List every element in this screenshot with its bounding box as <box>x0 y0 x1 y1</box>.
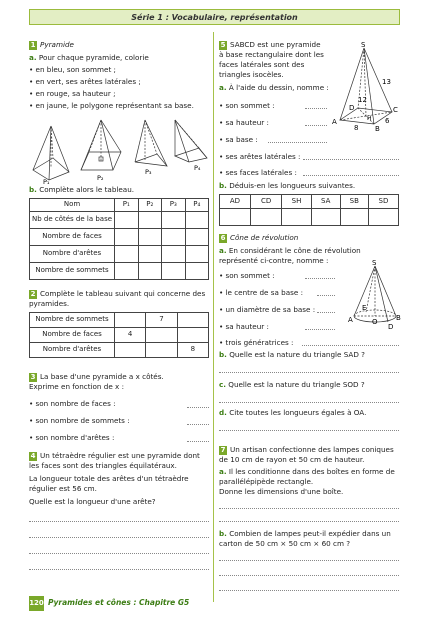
ex5-cell[interactable] <box>311 209 340 226</box>
ex2-row-label: Nombre de faces <box>30 328 115 343</box>
fig5-label-b: B <box>375 125 380 132</box>
ex2-text-1: 2 Complète le tableau suivant qui concerne des <box>30 289 206 298</box>
ex1-th-nom: Nom <box>30 199 115 212</box>
ex2-cell[interactable] <box>115 313 146 328</box>
ex5-th-sh: SH <box>282 195 312 209</box>
fig5-len-8: 8 <box>354 124 359 132</box>
ex1-th-p1: P₁ <box>115 199 139 212</box>
ex6-number: 6 <box>220 233 226 242</box>
ex1-th-p3: P₃ <box>162 199 186 212</box>
ex1-table <box>29 198 209 280</box>
ex1-b: b. Complète alors le tableau. <box>29 185 135 194</box>
ex5-text-4: triangles isocèles. <box>219 70 284 79</box>
ex5-cell[interactable] <box>340 209 368 226</box>
ex2-table <box>29 312 209 358</box>
ex6-heading: 6 Cône de révolution <box>220 233 299 242</box>
ex1-cell[interactable] <box>185 246 209 263</box>
ex1-heading <box>29 40 74 50</box>
answer-line[interactable] <box>219 560 399 561</box>
ex1-cell[interactable] <box>115 212 139 229</box>
ex1-cell[interactable] <box>138 229 162 246</box>
ex6-a-1: a. En considérant le cône de révolution <box>219 246 361 255</box>
answer-line[interactable] <box>29 521 209 522</box>
ex5-th-sb: SB <box>340 195 368 209</box>
ex6-line-3: • un diamètre de sa base : <box>219 305 316 314</box>
ex5-line-2: • sa hauteur : <box>219 118 269 127</box>
answer-line[interactable] <box>219 508 399 509</box>
fig5-label-a: A <box>332 118 337 126</box>
ex5-cell[interactable] <box>368 209 398 226</box>
ex5-number: 5 <box>220 40 226 49</box>
ex1-th-p4: P₄ <box>185 199 209 212</box>
ex6-a-2: représenté ci-contre, nomme : <box>219 256 329 265</box>
ex1-a: a. Pour chaque pyramide, colorie <box>29 53 149 62</box>
pyramid-label-p3: P₃ <box>145 168 152 176</box>
pyramids-figure <box>29 112 209 184</box>
ex1-cell[interactable] <box>138 263 162 280</box>
ex3-text-1: 3 La base d'une pyramide a x côtés. <box>30 372 164 381</box>
answer-line[interactable] <box>187 407 209 408</box>
answer-line[interactable] <box>305 329 335 330</box>
answer-line[interactable] <box>305 278 335 279</box>
answer-line[interactable] <box>219 430 399 431</box>
fig5-label-h: H <box>367 115 372 122</box>
ex4-text-3: La longueur totale des arêtes d'un tétraèdre <box>29 474 189 483</box>
ex1-row-label: Nb de côtés de la base <box>30 212 115 229</box>
ex1-cell[interactable] <box>115 263 139 280</box>
ex1-cell[interactable] <box>162 229 186 246</box>
ex1-bullet-3: • en rouge, sa hauteur ; <box>29 89 116 98</box>
ex3-line-1: • son nombre de faces : <box>29 399 116 408</box>
footer-chapter: Pyramides et cônes : Chapitre G5 <box>48 598 190 607</box>
ex5-line-3: • sa base : <box>219 135 258 144</box>
answer-line[interactable] <box>29 553 209 554</box>
answer-line[interactable] <box>302 345 399 346</box>
ex7-b-1: b. Combien de lampes peut-il expédier dans un <box>219 529 391 538</box>
answer-line[interactable] <box>187 424 209 425</box>
ex1-cell[interactable] <box>115 246 139 263</box>
pyramid-label-p4: P₄ <box>194 164 201 172</box>
ex1-cell[interactable] <box>185 212 209 229</box>
fig6-label-b: B <box>396 314 401 322</box>
ex5-line-1: • son sommet : <box>219 101 275 110</box>
ex3-line-3: • son nombre d'arêtes : <box>29 433 115 442</box>
fig6-label-a: A <box>348 316 353 324</box>
ex5-th-sd: SD <box>368 195 398 209</box>
fig5-label-d: D <box>349 104 355 112</box>
ex7-a-1: a. Il les conditionne dans des boîtes en forme de <box>219 467 395 476</box>
ex4-text-1: 4 Un tétraèdre régulier est une pyramide dont <box>30 451 200 460</box>
fig6-label-s: S <box>372 259 377 267</box>
ex6-line-5: • trois génératrices : <box>219 338 294 347</box>
ex5-a: a. À l'aide du dessin, nomme : <box>219 83 329 92</box>
ex5-cell[interactable] <box>250 209 281 226</box>
fig6-label-d: D <box>388 323 394 330</box>
pyramid-label-p2: P₂ <box>97 174 104 182</box>
fig6-label-e: E <box>362 304 367 312</box>
answer-line[interactable] <box>305 125 327 126</box>
ex1-cell[interactable] <box>162 212 186 229</box>
ex7-number: 7 <box>220 445 226 454</box>
ex4-text-2: les faces sont des triangles équilatéraux. <box>29 461 177 470</box>
ex2-number: 2 <box>30 289 36 298</box>
page-footer <box>29 596 209 611</box>
ex2-cell[interactable]: 7 <box>146 313 177 328</box>
answer-line[interactable] <box>219 590 399 591</box>
ex6-d: d. Cite toutes les longueurs égales à OA. <box>219 408 367 417</box>
ex7-a-3: Donne les dimensions d'une boîte. <box>219 487 344 496</box>
ex5-line-4: • ses arêtes latérales : <box>219 152 301 161</box>
answer-line[interactable] <box>317 312 335 313</box>
ex1-title: Pyramide <box>40 40 74 49</box>
ex7-b-2: carton de 50 cm × 50 cm × 60 cm ? <box>219 539 351 548</box>
column-divider <box>213 32 214 602</box>
answer-line[interactable] <box>317 295 335 296</box>
ex3-text-2: Exprime en fonction de x : <box>29 382 124 391</box>
ex1-number: 1 <box>30 40 36 49</box>
page-number: 120 <box>29 596 44 611</box>
ex4-question: Quelle est la longueur d'une arête? <box>29 497 156 506</box>
answer-line[interactable] <box>303 175 399 176</box>
ex5-text-1: 5 SABCD est une pyramide <box>220 40 321 49</box>
ex1-row-label: Nombre de sommets <box>30 263 115 280</box>
ex6-b: b. Quelle est la nature du triangle SAD ? <box>219 350 365 359</box>
ex5-cell[interactable] <box>282 209 312 226</box>
ex4-text-4: régulier est 56 cm. <box>29 484 97 493</box>
answer-line[interactable] <box>219 575 399 576</box>
answer-line[interactable] <box>219 402 399 403</box>
fig5-len-6: 6 <box>385 117 390 125</box>
ex7-text-2: de 10 cm de rayon et 50 cm de hauteur. <box>219 455 365 464</box>
ex5-th-cd: CD <box>250 195 281 209</box>
fig5-len-12: 12 <box>358 96 367 104</box>
series-title: Série 1 : Vocabulaire, représentation <box>131 13 298 22</box>
ex1-cell[interactable] <box>162 246 186 263</box>
ex2-row-label: Nombre d'arêtes <box>30 343 115 358</box>
fig5-label-c: C <box>393 106 398 114</box>
ex7-text-1: 7 Un artisan confectionne des lampes coniques <box>220 445 394 454</box>
ex6-line-1: • son sommet : <box>219 271 275 280</box>
ex5-th-sa: SA <box>311 195 340 209</box>
ex1-th-p2: P₂ <box>138 199 162 212</box>
ex5-text-3: faces latérales sont des <box>219 60 305 69</box>
ex2-cell[interactable] <box>146 343 177 358</box>
ex2-cell[interactable] <box>146 328 177 343</box>
answer-line[interactable] <box>268 142 327 143</box>
ex5-cell[interactable] <box>220 209 251 226</box>
ex2-cell[interactable] <box>177 313 208 328</box>
ex1-cell[interactable] <box>138 246 162 263</box>
pyramid-sabcd-figure <box>330 40 402 132</box>
pyramid-label-p1: P₁ <box>43 178 50 184</box>
ex1-bullet-1: • en bleu, son sommet ; <box>29 65 116 74</box>
fig5-label-s: S <box>361 41 366 49</box>
answer-line[interactable] <box>29 569 209 570</box>
ex5-text-2: à base rectangulaire dont les <box>219 50 324 59</box>
ex2-cell[interactable]: 8 <box>177 343 208 358</box>
ex5-b: b. Déduis-en les longueurs suivantes. <box>219 181 356 190</box>
ex1-cell[interactable] <box>185 229 209 246</box>
ex4-number: 4 <box>30 451 36 460</box>
ex1-cell[interactable] <box>185 263 209 280</box>
ex2-text-2: pyramides. <box>29 299 70 308</box>
ex3-number: 3 <box>30 372 36 381</box>
answer-line[interactable] <box>29 537 209 538</box>
ex5-line-5: • ses faces latérales : <box>219 168 297 177</box>
ex5-th-ad: AD <box>220 195 251 209</box>
ex6-line-2: • le centre de sa base : <box>219 288 304 297</box>
fig5-len-13: 13 <box>382 78 391 86</box>
ex2-cell[interactable] <box>115 343 146 358</box>
answer-line[interactable] <box>219 521 399 522</box>
answer-line[interactable] <box>187 441 209 442</box>
fig6-label-o: O <box>372 318 378 326</box>
answer-line[interactable] <box>219 372 399 373</box>
ex1-bullet-2: • en vert, ses arêtes latérales ; <box>29 77 141 86</box>
answer-line[interactable] <box>303 159 399 160</box>
ex2-cell[interactable]: 4 <box>115 328 146 343</box>
ex2-row-label: Nombre de sommets <box>30 313 115 328</box>
ex2-cell[interactable] <box>177 328 208 343</box>
ex1-cell[interactable] <box>162 263 186 280</box>
ex1-row-label: Nombre de faces <box>30 229 115 246</box>
ex1-cell[interactable] <box>138 212 162 229</box>
ex7-a-2: parallélépipède rectangle. <box>219 477 314 486</box>
ex1-row-label: Nombre d'arêtes <box>30 246 115 263</box>
ex1-bullet-4: • en jaune, le polygone représentant sa base. <box>29 101 194 110</box>
ex5-table <box>219 194 399 226</box>
answer-line[interactable] <box>305 108 327 109</box>
ex1-cell[interactable] <box>115 229 139 246</box>
ex6-line-4: • sa hauteur : <box>219 322 269 331</box>
ex6-c: c. Quelle est la nature du triangle SOD ? <box>219 380 365 389</box>
series-header <box>29 9 400 25</box>
cone-figure <box>348 258 402 330</box>
ex3-line-2: • son nombre de sommets : <box>29 416 130 425</box>
